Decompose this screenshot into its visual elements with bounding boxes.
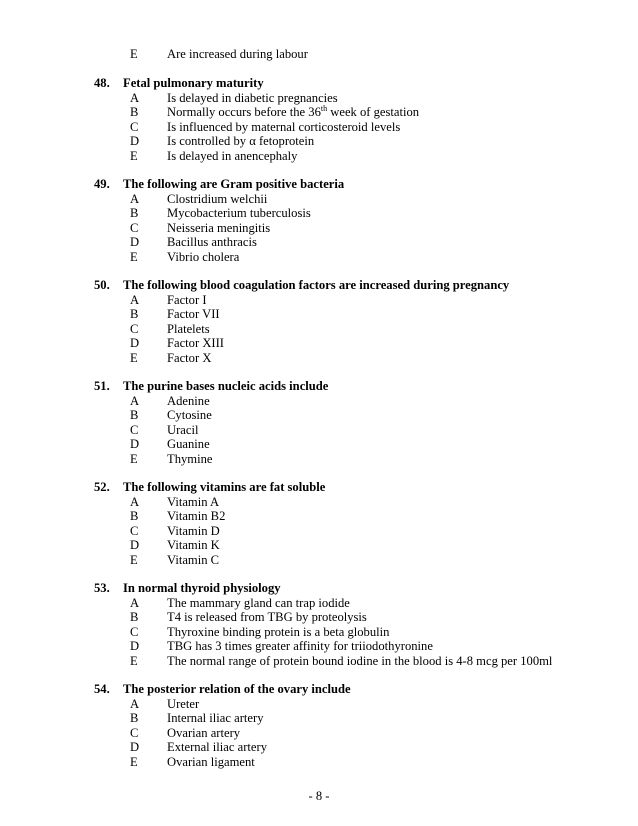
superscript: th — [320, 104, 328, 113]
option-text: Neisseria meningitis — [167, 221, 271, 235]
option-letter: B — [130, 105, 139, 119]
option-letter: E — [130, 250, 138, 264]
option-text: Factor X — [167, 351, 212, 365]
option-text: The normal range of protein bound iodine in the blood is 4-8 mcg per 100ml — [167, 654, 553, 668]
option-text: Vitamin A — [167, 495, 220, 509]
question-stem: Fetal pulmonary maturity — [123, 76, 264, 90]
option-text: Guanine — [167, 437, 210, 451]
option-text: Adenine — [167, 394, 210, 408]
option-text: Factor I — [167, 293, 207, 307]
question-number: 52. — [94, 480, 110, 494]
question-stem: The posterior relation of the ovary include — [123, 682, 351, 696]
option-text: Ovarian artery — [167, 726, 241, 740]
option-text: Factor VII — [167, 307, 220, 321]
option-letter: A — [130, 293, 140, 307]
option-text: External iliac artery — [167, 740, 267, 754]
option-letter: C — [130, 625, 139, 639]
option-text: Thymine — [167, 452, 213, 466]
option-text: TBG has 3 times greater affinity for triiodothyronine — [167, 639, 433, 653]
option-letter: E — [130, 452, 138, 466]
option-letter: B — [130, 206, 139, 220]
option-letter: A — [130, 394, 140, 408]
option-text: Mycobacterium tuberculosis — [167, 206, 311, 220]
option-letter: D — [130, 740, 140, 754]
option-text: Is delayed in anencephaly — [167, 149, 298, 163]
option-text: Vitamin B2 — [167, 509, 226, 523]
option-text: Are increased during labour — [167, 47, 308, 61]
option-text: Platelets — [167, 322, 210, 336]
question-stem: The following vitamins are fat soluble — [123, 480, 326, 494]
option-letter: C — [130, 221, 139, 235]
option-text-part: week of gestation — [327, 105, 420, 119]
option-letter: D — [130, 437, 140, 451]
option-text: Factor XIII — [167, 336, 224, 350]
question-number: 51. — [94, 379, 110, 393]
option-text — [167, 105, 419, 120]
option-text: Vitamin D — [167, 524, 220, 538]
option-text: The mammary gland can trap iodide — [167, 596, 350, 610]
option-letter: C — [130, 120, 139, 134]
option-text: Uracil — [167, 423, 199, 437]
option-letter: E — [130, 654, 138, 668]
option-letter: C — [130, 524, 139, 538]
question-number: 49. — [94, 177, 110, 191]
option-text: Vibrio cholera — [167, 250, 240, 264]
option-letter: B — [130, 711, 139, 725]
option-letter: D — [130, 639, 140, 653]
option-letter: B — [130, 610, 139, 624]
option-letter: B — [130, 307, 139, 321]
option-letter: E — [130, 553, 138, 567]
question-number: 53. — [94, 581, 110, 595]
option-letter: B — [130, 408, 139, 422]
option-letter: B — [130, 509, 139, 523]
option-text: Vitamin K — [167, 538, 220, 552]
option-text: Clostridium welchii — [167, 192, 268, 206]
question-number: 54. — [94, 682, 110, 696]
option-text: T4 is released from TBG by proteolysis — [167, 610, 367, 624]
option-letter: E — [130, 351, 138, 365]
option-letter: C — [130, 726, 139, 740]
option-letter: D — [130, 336, 140, 350]
option-letter: E — [130, 47, 138, 61]
option-letter: A — [130, 495, 140, 509]
option-text: Is controlled by α fetoprotein — [167, 134, 315, 148]
option-letter: E — [130, 149, 138, 163]
option-text: Ureter — [167, 697, 200, 711]
option-letter: C — [130, 423, 139, 437]
option-letter: D — [130, 134, 140, 148]
option-text: Ovarian ligament — [167, 755, 255, 769]
option-letter: D — [130, 538, 140, 552]
option-text: Is influenced by maternal corticosteroid levels — [167, 120, 401, 134]
question-stem: The purine bases nucleic acids include — [123, 379, 329, 393]
option-text-part: Normally occurs before the 36 — [167, 105, 321, 119]
question-stem: The following are Gram positive bacteria — [123, 177, 345, 191]
option-letter: A — [130, 596, 140, 610]
option-letter: D — [130, 235, 140, 249]
option-text: Internal iliac artery — [167, 711, 264, 725]
page-number: - 8 - — [308, 789, 330, 803]
option-letter: E — [130, 755, 138, 769]
question-number: 50. — [94, 278, 110, 292]
option-text: Is delayed in diabetic pregnancies — [167, 91, 338, 105]
option-text: Bacillus anthracis — [167, 235, 257, 249]
question-number: 48. — [94, 76, 110, 90]
option-letter: A — [130, 91, 140, 105]
option-text: Cytosine — [167, 408, 212, 422]
question-stem: In normal thyroid physiology — [123, 581, 281, 595]
question-stem: The following blood coagulation factors are increased during pregnancy — [123, 278, 510, 292]
option-text: Thyroxine binding protein is a beta globulin — [167, 625, 390, 639]
option-text: Vitamin C — [167, 553, 220, 567]
option-letter: C — [130, 322, 139, 336]
option-letter: A — [130, 697, 140, 711]
option-letter: A — [130, 192, 140, 206]
